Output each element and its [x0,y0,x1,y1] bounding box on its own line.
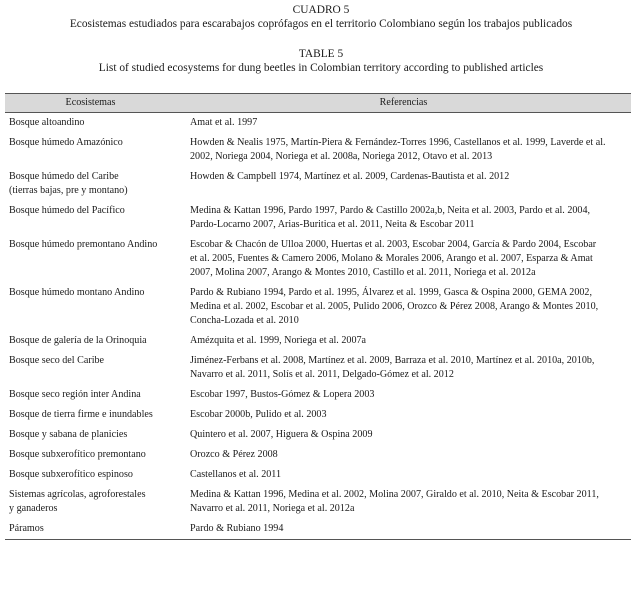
ecosystem-line: Bosque seco del Caribe [9,355,105,366]
table-row [5,465,631,485]
table-row [5,167,631,201]
reference-line: Medina & Kattan 1996, Pardo 1997, Pardo & Castillo 2002a,b, Neita et al. 2003, Pardo et al. 2004, [190,205,591,216]
table-row [5,405,631,425]
table-row [5,351,631,385]
reference-line: Pardo & Rubiano 1994, Pardo et al. 1995, Álvarez et al. 1999, Gasca & Ospina 2000, GEMA 2002, [190,287,592,298]
reference-line: Amat et al. 1997 [190,117,258,128]
table-row [5,445,631,465]
reference-line: Orozco & Pérez 2008 [190,449,278,460]
ecosystem-cell [5,331,176,351]
ecosystem-line: Sistemas agrícolas, agroforestales [9,489,146,500]
reference-line: Escobar 1997, Bustos-Gómez & Lopera 2003 [190,389,375,400]
reference-line: Jiménez-Ferbans et al. 2008, Martínez et al. 2009, Barraza et al. 2010, Martínez et al. 2010a, 2010b, [190,355,595,366]
table-row [5,133,631,167]
caption-en-number: TABLE 5 [298,48,344,60]
ecosystem-line: (tierras bajas, pre y montano) [9,185,128,196]
ecosystem-line: Bosque seco región inter Andina [9,389,141,400]
ecosystem-line: Bosque subxerofítico espinoso [9,469,133,480]
ecosystem-cell [5,445,176,465]
header-referencias: Referencias [176,94,631,113]
ecosystem-line: Bosque subxerofítico premontano [9,449,146,460]
table-row [5,485,631,519]
references-cell [176,425,631,445]
references-cell [176,485,631,519]
reference-line: Navarro et al. 2011, Noriega et al. 2012a [190,503,355,514]
references-cell [176,351,631,385]
ecosystem-cell [5,113,176,134]
ecosystem-line: Bosque y sabana de planicies [9,429,128,440]
ecosystem-cell [5,519,176,540]
ecosystem-cell [5,167,176,201]
table-row [5,283,631,331]
ecosystem-cell [5,133,176,167]
references-cell [176,113,631,134]
reference-line: 2007, Molina 2007, Arango & Montes 2010, Castillo et al. 2011, Noriega et al. 2012a [190,267,536,278]
references-cell [176,405,631,425]
ecosystem-cell [5,283,176,331]
table-row [5,425,631,445]
caption-es-title: Ecosistemas estudiados para escarabajos coprófagos en el territorio Colombiano según los trabajos publicados [69,18,573,30]
references-cell [176,385,631,405]
reference-line: Medina et al. 2002, Escobar et al. 2005, Pulido 2006, Orozco & Pérez 2008, Arango & Montes 2010, [190,301,599,312]
reference-line: Pardo-Locarno 2007, Arias-Buritica et al. 2011, Neita & Escobar 2011 [190,219,475,230]
ecosystem-line: Bosque húmedo montano Andino [9,287,145,298]
ecosystem-line: y ganaderos [9,503,58,514]
references-cell [176,519,631,540]
table-row [5,235,631,283]
references-cell [176,283,631,331]
ecosystem-line: Bosque altoandino [9,117,85,128]
ecosystem-cell [5,405,176,425]
ecosystem-line: Bosque húmedo del Pacífico [9,205,125,216]
ecosystem-line: Bosque húmedo premontano Andino [9,239,158,250]
ecosystem-cell [5,485,176,519]
table-header [5,94,631,113]
table-row [5,113,631,134]
reference-line: Escobar 2000b, Pulido et al. 2003 [190,409,327,420]
references-cell [176,235,631,283]
ecosystem-line: Bosque húmedo Amazónico [9,137,123,148]
ecosystem-cell [5,425,176,445]
ecosystem-cell [5,201,176,235]
table-row [5,331,631,351]
references-cell [176,133,631,167]
caption-es-number: CUADRO 5 [292,4,350,16]
reference-line: Concha-Lozada et al. 2010 [190,315,299,326]
ecosystem-line: Bosque de galería de la Orinoquia [9,335,147,346]
reference-line: Medina & Kattan 1996, Medina et al. 2002, Molina 2007, Giraldo et al. 2010, Neita & Escobar 2011, [190,489,599,500]
reference-line: Pardo & Rubiano 1994 [190,523,284,534]
table-body [5,113,631,540]
references-cell [176,201,631,235]
reference-line: Howden & Campbell 1974, Martínez et al. 2009, Cardenas-Bautista et al. 2012 [190,171,510,182]
reference-line: Escobar & Chacón de Ulloa 2000, Huertas et al. 2003, Escobar 2004, García & Pardo 2004, Escobar [190,239,597,250]
ecosystem-line: Páramos [9,523,44,534]
reference-line: Castellanos et al. 2011 [190,469,282,480]
references-cell [176,445,631,465]
reference-line: Amézquita et al. 1999, Noriega et al. 2007a [190,335,367,346]
references-cell [176,465,631,485]
ecosystem-line: Bosque de tierra firme e inundables [9,409,153,420]
references-cell [176,331,631,351]
reference-line: Quintero et al. 2007, Higuera & Ospina 2009 [190,429,373,440]
ecosystem-cell [5,465,176,485]
reference-line: Howden & Nealis 1975, Martín-Piera & Fernández-Torres 1996, Castellanos et al. 1999, Laverde et al. [190,137,606,148]
header-row [5,94,631,113]
table-row [5,201,631,235]
references-cell [176,167,631,201]
ecosystem-line: Bosque húmedo del Caribe [9,171,119,182]
reference-line: et al. 2005, Fuentes & Camero 2006, Molano & Morales 2006, Arango et al. 2007, Esparza & Amat [190,253,593,264]
ecosystem-cell [5,235,176,283]
caption-en-title: List of studied ecosystems for dung beetles in Colombian territory according to published articles [98,62,544,74]
header-ecosistemas: Ecosistemas [5,94,176,113]
table-row [5,385,631,405]
reference-line: 2002, Noriega 2004, Noriega et al. 2008a, Noriega 2012, Otavo et al. 2013 [190,151,493,162]
ecosystem-cell [5,385,176,405]
ecosystems-table [5,93,631,540]
ecosystem-cell [5,351,176,385]
table-row [5,519,631,540]
reference-line: Navarro et al. 2011, Solís et al. 2011, Delgado-Gómez et al. 2012 [190,369,454,380]
